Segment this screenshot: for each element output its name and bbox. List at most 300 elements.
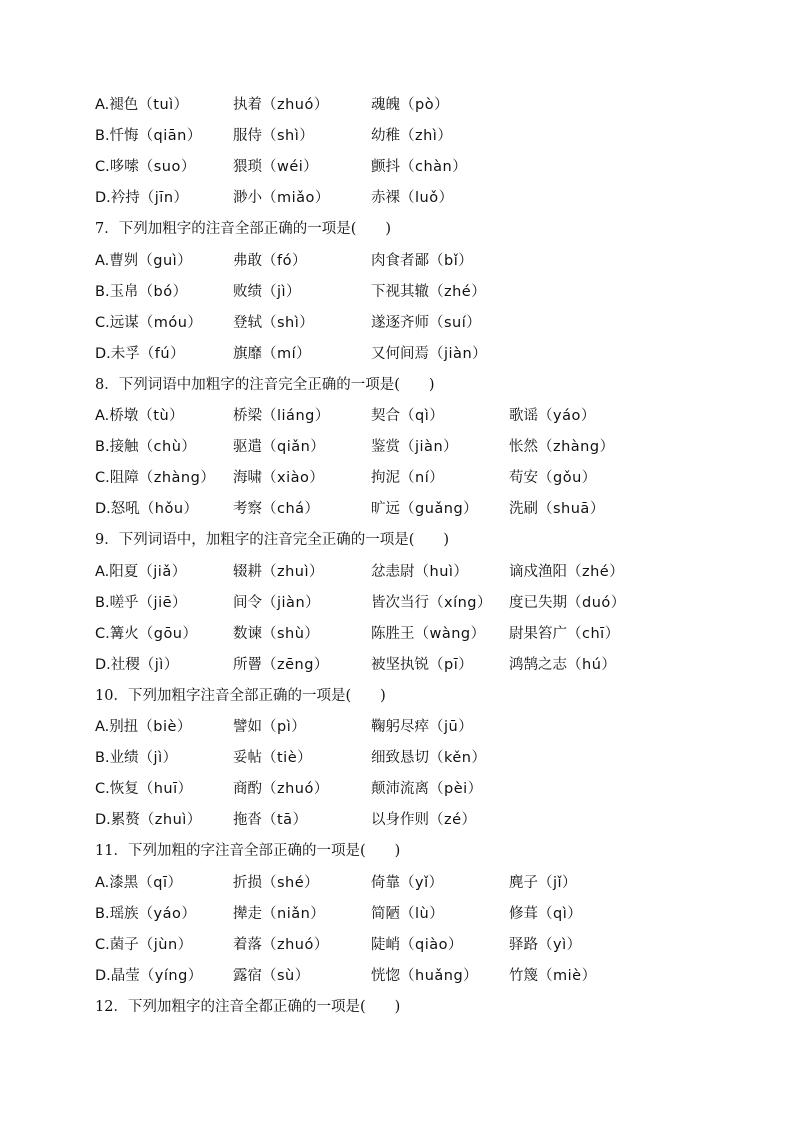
- question-text: 8．下列词语中加粗字的注音完全正确的一项是( ): [95, 376, 435, 393]
- option-item: [95, 964, 203, 988]
- option-label: D.: [95, 501, 111, 518]
- word: 桥墩: [109, 408, 139, 424]
- word: 撵走: [233, 905, 262, 922]
- pinyin: （jiàn）: [400, 439, 459, 456]
- word: 又何间焉: [371, 345, 429, 362]
- option-item: [95, 280, 188, 304]
- option-row: [95, 871, 775, 895]
- option-item: [509, 404, 596, 428]
- option-label: B.: [95, 594, 110, 611]
- pinyin: （zēng）: [262, 656, 329, 673]
- word: 累赘: [110, 812, 140, 829]
- option-item: [371, 715, 473, 739]
- option-item: [371, 311, 481, 335]
- word: 以身作则: [371, 812, 429, 829]
- option-item: [371, 155, 467, 179]
- option-item: [233, 342, 311, 366]
- word: 社稷: [110, 656, 140, 673]
- option-label: D.: [95, 967, 111, 984]
- option-label: A.: [95, 97, 110, 113]
- pinyin: （suo）: [138, 159, 196, 176]
- word: 玉帛: [109, 283, 139, 300]
- option-row: [95, 404, 775, 428]
- pinyin: （wéi）: [262, 159, 319, 176]
- word: 考察: [233, 501, 262, 518]
- word: 登轼: [233, 314, 262, 331]
- option-item: [233, 311, 314, 335]
- word: 旗靡: [233, 345, 262, 362]
- option-item: [233, 404, 330, 428]
- word: 衿持: [110, 190, 140, 207]
- pinyin: （zhuó）: [262, 936, 329, 953]
- word: 鸿鹄之志: [509, 656, 567, 673]
- option-item: [371, 746, 487, 770]
- word: 驿路: [509, 936, 538, 953]
- word: 远谋: [109, 314, 139, 331]
- option-item: [233, 124, 314, 148]
- option-label: B.: [95, 283, 110, 300]
- option-item: [233, 622, 319, 646]
- word: 怅然: [509, 439, 538, 456]
- option-item: [233, 746, 312, 770]
- pinyin: （jū）: [429, 719, 474, 735]
- pinyin: （pì）: [262, 719, 307, 735]
- option-item: [95, 902, 196, 926]
- word: 服侍: [233, 128, 262, 145]
- word: 商酌: [233, 781, 262, 798]
- pinyin: （qī）: [138, 874, 183, 891]
- option-item: [371, 249, 473, 273]
- pinyin: （liáng）: [262, 408, 330, 424]
- word: 譬如: [233, 719, 262, 735]
- pinyin: （lù）: [400, 905, 445, 922]
- pinyin: （sù）: [262, 967, 310, 984]
- word: 倚靠: [371, 874, 400, 891]
- pinyin: （zhuó）: [262, 97, 329, 113]
- option-row: [95, 591, 775, 615]
- option-item: [95, 249, 192, 273]
- option-row: [95, 902, 775, 926]
- option-label: C.: [95, 781, 110, 798]
- word: 被坚执锐: [371, 656, 429, 673]
- option-row: [95, 808, 775, 832]
- question-text: 12．下列加粗字的注音全都正确的一项是( ): [95, 998, 401, 1015]
- option-item: [95, 591, 187, 615]
- pinyin: （shì）: [262, 128, 315, 145]
- word: 瑶族: [109, 905, 139, 922]
- pinyin: （zhàng）: [138, 470, 216, 487]
- word: 晶莹: [110, 967, 140, 984]
- option-label: A.: [95, 252, 110, 269]
- option-item: [509, 902, 582, 926]
- option-item: [371, 871, 444, 895]
- option-item: [95, 560, 187, 584]
- word: 遂逐齐师: [371, 314, 429, 331]
- option-row: [95, 124, 775, 148]
- pinyin: （qiān）: [138, 128, 202, 145]
- option-item: [95, 435, 196, 459]
- option-item: [233, 777, 329, 801]
- option-item: [95, 777, 193, 801]
- pinyin: （xiào）: [262, 470, 325, 487]
- option-item: [95, 466, 215, 490]
- word: 简陋: [371, 905, 400, 922]
- option-item: [371, 560, 468, 584]
- option-item: [371, 342, 487, 366]
- word: 恍惚: [371, 967, 400, 984]
- word: 渺小: [233, 190, 262, 207]
- option-item: [233, 280, 301, 304]
- pinyin: （jīn）: [139, 190, 189, 207]
- option-item: [371, 497, 478, 521]
- option-item: [233, 902, 325, 926]
- option-item: [509, 466, 597, 490]
- pinyin: （huī）: [138, 781, 193, 798]
- option-item: [509, 653, 616, 677]
- option-item: [95, 93, 189, 117]
- word: 别扭: [109, 719, 139, 735]
- word: 桥梁: [233, 408, 262, 424]
- pinyin: （yáo）: [538, 408, 596, 424]
- word: 阻障: [109, 470, 139, 487]
- option-label: D.: [95, 190, 111, 207]
- option-item: [509, 871, 577, 895]
- word: 哆嗦: [109, 159, 139, 176]
- option-item: [233, 653, 329, 677]
- option-item: [95, 933, 193, 957]
- option-label: C.: [95, 159, 110, 176]
- option-row: [95, 497, 775, 521]
- word: 魂魄: [371, 97, 400, 113]
- option-item: [371, 622, 486, 646]
- word: 菌子: [109, 936, 139, 953]
- word: 恢复: [109, 781, 139, 798]
- pinyin: （mí）: [262, 345, 312, 362]
- option-item: [233, 155, 318, 179]
- pinyin: （jǐ）: [538, 874, 578, 891]
- option-row: [95, 311, 775, 335]
- word: 漆黑: [109, 874, 139, 891]
- option-item: [95, 155, 196, 179]
- option-item: [509, 497, 605, 521]
- option-row: [95, 280, 775, 304]
- word: 败绩: [233, 283, 262, 300]
- pinyin: （pī）: [429, 656, 474, 673]
- pinyin: （zhì）: [400, 128, 453, 145]
- word: 怒吼: [110, 501, 140, 518]
- pinyin: （zhé）: [429, 283, 487, 300]
- option-label: B.: [95, 128, 110, 145]
- question-text: 7．下列加粗字的注音全部正确的一项是( ): [95, 221, 392, 238]
- option-label: B.: [95, 905, 110, 922]
- pinyin: （biè）: [138, 719, 192, 735]
- pinyin: （guǎng）: [400, 501, 479, 518]
- pinyin: （hú）: [567, 656, 617, 673]
- option-row: [95, 186, 775, 210]
- option-item: [509, 622, 620, 646]
- word: 苟安: [509, 470, 538, 487]
- pinyin: （chá）: [262, 501, 320, 518]
- option-row: [95, 653, 775, 677]
- pinyin: （gōu）: [138, 625, 198, 642]
- pinyin: （miǎo）: [262, 190, 330, 207]
- option-item: [95, 746, 178, 770]
- pinyin: （qiào）: [400, 936, 463, 953]
- option-item: [233, 435, 325, 459]
- word: 洗刷: [509, 501, 538, 518]
- option-item: [95, 404, 184, 428]
- option-item: [371, 653, 473, 677]
- pinyin: （xíng）: [429, 594, 493, 611]
- word: 猥琐: [233, 159, 262, 176]
- option-label: C.: [95, 625, 110, 642]
- pinyin: （shù）: [262, 625, 320, 642]
- option-label: A.: [95, 719, 110, 735]
- word: 陈胜王: [371, 625, 415, 642]
- pinyin: （bó）: [138, 283, 188, 300]
- word: 未孚: [110, 345, 140, 362]
- option-label: D.: [95, 656, 111, 673]
- option-item: [371, 902, 444, 926]
- pinyin: （zhuì）: [139, 812, 202, 829]
- pinyin: （bǐ）: [429, 252, 474, 269]
- option-item: [371, 933, 463, 957]
- word: 幼稚: [371, 128, 400, 145]
- word: 修葺: [509, 905, 538, 922]
- pinyin: （shuā）: [538, 501, 605, 518]
- pinyin: （pèi）: [429, 781, 483, 798]
- word: 麂子: [509, 874, 538, 891]
- option-item: [371, 808, 477, 832]
- pinyin: （tuì）: [138, 97, 189, 113]
- option-item: [95, 124, 202, 148]
- option-row: [95, 155, 775, 179]
- option-label: A.: [95, 563, 110, 580]
- option-item: [371, 186, 454, 210]
- word: 业绩: [109, 750, 139, 767]
- option-row: [95, 746, 775, 770]
- pinyin: （yì）: [538, 936, 582, 953]
- option-item: [371, 466, 444, 490]
- option-item: [233, 497, 320, 521]
- word: 下视其辙: [371, 283, 429, 300]
- word: 皆次当行: [371, 594, 429, 611]
- pinyin: （chù）: [138, 439, 197, 456]
- question-text: 11．下列加粗的字注音全部正确的一项是( ): [95, 843, 401, 860]
- pinyin: （jì）: [262, 283, 302, 300]
- question-text: 10．下列加粗字注音全部正确的一项是( ): [95, 687, 386, 704]
- option-item: [233, 964, 310, 988]
- pinyin: （zhuì）: [262, 563, 325, 580]
- option-item: [509, 435, 615, 459]
- pinyin: （niǎn）: [262, 905, 326, 922]
- option-item: [509, 964, 597, 988]
- word: 弗敢: [233, 252, 262, 269]
- pinyin: （tiè）: [262, 750, 313, 767]
- pinyin: （suí）: [429, 314, 482, 331]
- option-row: [95, 342, 775, 366]
- pinyin: （gǒu）: [538, 470, 597, 487]
- word: 忿恚尉: [371, 563, 415, 580]
- option-item: [233, 591, 320, 615]
- pinyin: （jì）: [138, 750, 178, 767]
- word: 鉴赏: [371, 439, 400, 456]
- word: 细致恳切: [371, 750, 429, 767]
- option-item: [233, 715, 306, 739]
- option-row: [95, 466, 775, 490]
- option-item: [233, 186, 330, 210]
- word: 歌谣: [509, 408, 538, 424]
- word: 着落: [233, 936, 262, 953]
- pinyin: （qì）: [538, 905, 583, 922]
- word: 折损: [233, 874, 262, 891]
- option-item: [233, 93, 329, 117]
- option-item: [371, 280, 486, 304]
- pinyin: （jiàn）: [262, 594, 321, 611]
- word: 接触: [109, 439, 139, 456]
- word: 谪戍渔阳: [509, 563, 567, 580]
- word: 数谏: [233, 625, 262, 642]
- option-label: B.: [95, 439, 110, 456]
- word: 阳夏: [109, 563, 139, 580]
- pinyin: （huì）: [414, 563, 469, 580]
- option-item: [509, 933, 582, 957]
- pinyin: （móu）: [138, 314, 203, 331]
- pinyin: （jì）: [139, 656, 179, 673]
- pinyin: （chàn）: [400, 159, 468, 176]
- pinyin: （zhuó）: [262, 781, 329, 798]
- word: 尉果笞广: [509, 625, 567, 642]
- word: 颤抖: [371, 159, 400, 176]
- option-item: [233, 249, 307, 273]
- word: 妥帖: [233, 750, 262, 767]
- option-item: [95, 342, 185, 366]
- pinyin: （duó）: [567, 594, 626, 611]
- option-row: [95, 560, 775, 584]
- pinyin: （fú）: [139, 345, 186, 362]
- option-item: [233, 466, 324, 490]
- pinyin: （yǐ）: [400, 874, 444, 891]
- word: 鞠躬尽瘁: [371, 719, 429, 735]
- word: 忏悔: [109, 128, 139, 145]
- option-label: A.: [95, 408, 110, 424]
- pinyin: （guì）: [138, 252, 193, 269]
- option-row: [95, 933, 775, 957]
- word: 间令: [233, 594, 262, 611]
- pinyin: （zé）: [429, 812, 477, 829]
- pinyin: （jiē）: [138, 594, 188, 611]
- pinyin: （pò）: [400, 97, 450, 113]
- word: 辍耕: [233, 563, 262, 580]
- word: 竹篾: [509, 967, 538, 984]
- pinyin: （kěn）: [429, 750, 487, 767]
- option-item: [509, 560, 624, 584]
- option-label: A.: [95, 874, 110, 891]
- option-item: [509, 591, 626, 615]
- word: 驱遣: [233, 439, 262, 456]
- option-row: [95, 964, 775, 988]
- option-item: [95, 497, 199, 521]
- word: 拖沓: [233, 812, 262, 829]
- option-label: C.: [95, 936, 110, 953]
- option-label: C.: [95, 314, 110, 331]
- option-row: [95, 777, 775, 801]
- word: 执着: [233, 97, 262, 113]
- option-item: [95, 622, 198, 646]
- option-item: [95, 311, 202, 335]
- word: 旷远: [371, 501, 400, 518]
- word: 露宿: [233, 967, 262, 984]
- pinyin: （chī）: [567, 625, 620, 642]
- pinyin: （jiǎ）: [138, 563, 187, 580]
- word: 契合: [371, 408, 400, 424]
- option-row: [95, 435, 775, 459]
- option-item: [371, 591, 492, 615]
- pinyin: （yíng）: [139, 967, 203, 984]
- pinyin: （yáo）: [138, 905, 197, 922]
- option-row: [95, 622, 775, 646]
- word: 度已失期: [509, 594, 567, 611]
- option-item: [233, 871, 319, 895]
- option-row: [95, 715, 775, 739]
- pinyin: （fó）: [262, 252, 307, 269]
- pinyin: （zhàng）: [538, 439, 615, 456]
- word: 曹刿: [109, 252, 139, 269]
- option-item: [233, 933, 329, 957]
- word: 拘泥: [371, 470, 400, 487]
- word: 篝火: [109, 625, 139, 642]
- pinyin: （tù）: [138, 408, 185, 424]
- word: 褪色: [109, 97, 139, 113]
- option-item: [95, 808, 202, 832]
- option-item: [371, 404, 444, 428]
- pinyin: （shì）: [262, 314, 315, 331]
- pinyin: （miè）: [538, 967, 597, 984]
- pinyin: （wàng）: [414, 625, 486, 642]
- pinyin: （shé）: [262, 874, 320, 891]
- option-item: [371, 777, 483, 801]
- option-label: B.: [95, 750, 110, 767]
- option-item: [371, 93, 449, 117]
- option-row: [95, 249, 775, 273]
- option-item: [95, 871, 183, 895]
- word: 海啸: [233, 470, 262, 487]
- question-text: 9．下列词语中，加粗字的注音完全正确的一项是( ): [95, 532, 450, 549]
- pinyin: （luǒ）: [400, 190, 454, 207]
- word: 肉食者鄙: [371, 252, 429, 269]
- pinyin: （jiàn）: [429, 345, 488, 362]
- option-row: [95, 93, 775, 117]
- option-item: [371, 964, 478, 988]
- pinyin: （qiǎn）: [262, 439, 326, 456]
- option-item: [371, 435, 458, 459]
- word: 所罾: [233, 656, 262, 673]
- word: 颠沛流离: [371, 781, 429, 798]
- option-label: D.: [95, 345, 111, 362]
- word: 陡峭: [371, 936, 400, 953]
- option-item: [95, 715, 192, 739]
- option-item: [95, 653, 179, 677]
- option-item: [233, 808, 308, 832]
- pinyin: （tā）: [262, 812, 308, 829]
- pinyin: （hǒu）: [139, 501, 199, 518]
- option-item: [371, 124, 452, 148]
- pinyin: （jùn）: [138, 936, 193, 953]
- word: 赤裸: [371, 190, 400, 207]
- word: 嗟乎: [109, 594, 139, 611]
- option-item: [233, 560, 324, 584]
- pinyin: （zhé）: [567, 563, 625, 580]
